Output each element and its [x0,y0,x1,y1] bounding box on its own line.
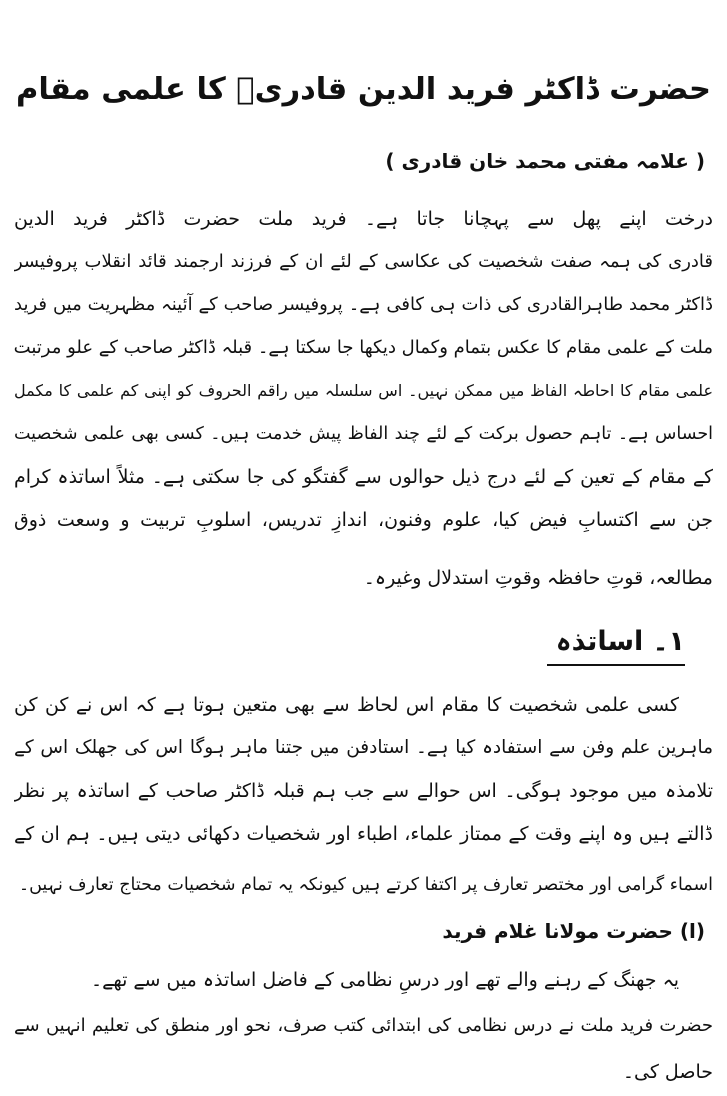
paragraph-line: حاصل کی۔ [622,1061,713,1083]
subsection-heading: (ا) حضرت مولانا غلام فرید [442,919,705,943]
paragraph-line: یہ جھنگ کے رہنے والے تھے اور درسِ نظامی کے فاضل اساتذہ میں سے تھے۔ [91,969,679,991]
paragraph-line: تلامذہ میں موجود ہوگی۔ اس حوالے سے جب ہم قبلہ ڈاکٹر صاحب کے اساتذہ پر نظر [14,780,713,802]
paragraph-line: کے مقام کے تعین کے لئے درج ذیل حوالوں سے گفتگو کی جا سکتی ہے۔ مثلاً اساتذہ کرام [14,466,713,488]
section-heading: ١۔ اساتذہ [555,626,685,657]
author-byline: ( علامہ مفتی محمد خان قادری ) [385,149,705,173]
paragraph-line: کسی علمی شخصیت کا مقام اس لحاظ سے بھی متعین ہوتا ہے کہ اس نے کن کن [14,694,679,716]
paragraph-line: قادری کی ہمہ صفت شخصیت کی عکاسی کے لئے ان کے فرزند ارجمند قائد انقلاب پروفیسر [14,251,713,272]
paragraph-line: احساس ہے۔ تاہم حصول برکت کے لئے چند الفاظ پیش خدمت ہیں۔ کسی بھی علمی شخصیت [14,424,713,444]
paragraph-line: جن سے اکتسابِ فیض کیا، علوم وفنون، اندازِ تدریس، اسلوبِ تربیت و وسعت ذوق [14,509,713,531]
paragraph-line: علمی مقام کا احاطہ الفاظ میں ممکن نہیں۔ اس سلسلہ میں راقم الحروف کو اپنی کم علمی کا مکمل [14,381,713,400]
paragraph-line: ملت کے علمی مقام کا عکس بتمام وکمال دیکھا جا سکتا ہے۔ قبلہ ڈاکٹر صاحب کے علو مرتبت [14,337,713,358]
paragraph-line: درخت اپنے پھل سے پہچانا جاتا ہے۔ فرید ملت حضرت ڈاکٹر فرید الدین [14,208,713,230]
paragraph-line: حضرت فرید ملت نے درس نظامی کی ابتدائی کتب صرف، نحو اور منطق کی تعلیم انہیں سے [14,1015,713,1036]
paragraph-line: ڈاکٹر محمد طاہرالقادری کی ذات ہی کافی ہے۔ پروفیسر صاحب کے آئینہ مظہریت میں فرید [14,294,713,315]
paragraph-line: مطالعہ، قوتِ حافظہ وقوتِ استدلال وغیرہ۔ [363,567,713,589]
section-heading-underline [547,664,685,666]
paragraph-line: اسماء گرامی اور مختصر تعارف پر اکتفا کرتے ہیں کیونکہ یہ تمام شخصیات محتاج تعارف نہیں۔ [18,875,713,895]
paragraph-line: ڈالتے ہیں وہ اپنے وقت کے ممتاز علماء، اطباء اور شخصیات دکھائی دیتی ہیں۔ ہم ان کے [14,823,713,845]
paragraph-line: ماہرین علم وفن سے استفادہ کیا ہے۔ استادفن میں جتنا ماہر ہوگا اس کی جھلک اس کے [14,737,713,758]
page-title: حضرت ڈاکٹر فرید الدین قادریؒ کا علمی مقام [16,72,711,107]
